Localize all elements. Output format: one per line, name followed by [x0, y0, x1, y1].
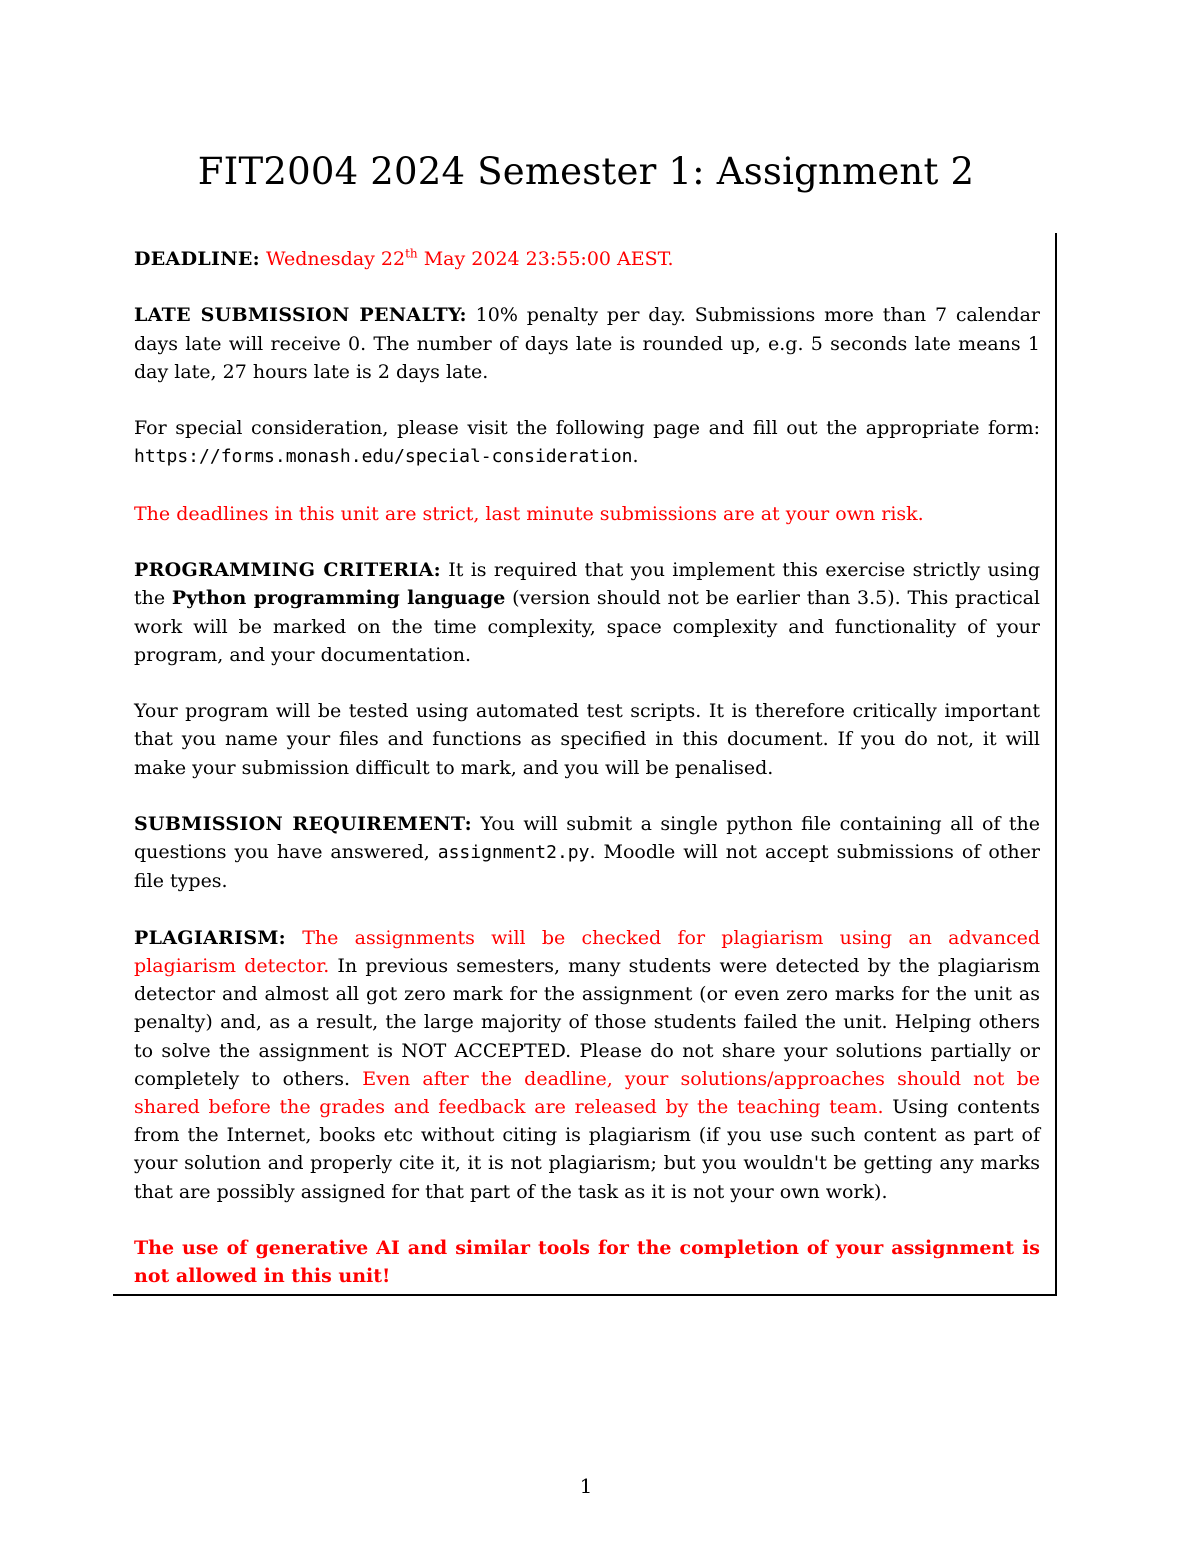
special-consideration-end: . [632, 445, 639, 468]
ai-notice: The use of generative AI and similar tools for the completion of your assignment is not allowed in this unit! [134, 1236, 1040, 1288]
plagiarism-warning: The assignments will be checked for plagiarism using an advanced plagiarism detector. [134, 926, 1040, 977]
submission-requirement-label: SUBMISSION REQUIREMENT: [134, 812, 472, 835]
submission-requirement-text-before: You will submit a single python file containing all of the questions you have answered, [134, 812, 1041, 864]
programming-criteria-text-after: (version should not be earlier than 3.5). This practical work will be marked on the time complexity, space complexity and functionality of your program, and your documentation. [134, 587, 1040, 666]
plagiarism-label: PLAGIARISM: [134, 926, 286, 949]
late-penalty-text: 10% penalty per day. Submissions more than 7 calendar days late will receive 0. The number of days late is rounded up, e.g. 5 seconds late means 1 day late, 27 hours late is 2 days late. [134, 304, 1040, 383]
plagiarism-text-2: Using contents from the Internet, books etc without citing is plagiarism (if you use such content as part of your solution and properly cite it, it is not plagiarism; but you wouldn't be getting any marks that are possibly assigned for that part of the task as it is not your own work). [134, 1095, 1041, 1203]
page-number: 1 [579, 1474, 593, 1498]
plagiarism-text-1: In previous semesters, many students were detected by the plagiarism detector and almost all got zero mark for the assignment (or even zero marks for the unit as penalty) and, as a result, the large majority of those students failed the unit. Helping others to solve the assignment is NOT ACCEPTED. Please do not share your solutions partially or completely to others. [134, 954, 1040, 1090]
submission-requirement-text-after: . Moodle will not accept submissions of other file types. [134, 841, 1040, 893]
programming-criteria-paragraph [134, 556, 1040, 669]
testing-notice-paragraph: Your program will be tested using automated test scripts. It is therefore critically important that you name your files and functions as specified in this document. If you do not, it will make your submission difficult to mark, and you will be penalised. [134, 700, 1040, 779]
programming-criteria-label: PROGRAMMING CRITERIA: [134, 559, 441, 582]
late-penalty-label: LATE SUBMISSION PENALTY: [134, 304, 467, 327]
notice-content [134, 245, 1040, 1290]
deadline-day-suffix: th [405, 246, 418, 261]
deadline-date-rest: May 2024 23:55:00 AEST. [417, 248, 674, 270]
deadline-label: DEADLINE: [134, 248, 260, 270]
programming-language: Python programming language [171, 587, 506, 610]
page-title: FIT2004 2024 Semester 1: Assignment 2 [197, 150, 975, 193]
special-consideration-text: For special consideration, please visit the following page and fill out the appropriate form: [134, 417, 1040, 440]
strict-deadline-notice: The deadlines in this unit are strict, last minute submissions are at your own risk. [134, 502, 924, 525]
deadline-paragraph [134, 245, 1040, 273]
plagiarism-sharing-warning: Even after the deadline, your solutions/approaches should not be shared before the grades and feedback are released by the teaching team. [134, 1067, 1040, 1118]
submission-filename: assignment2.py [437, 842, 590, 864]
programming-criteria-text-before: It is required that you implement this exercise strictly using the [134, 559, 1040, 610]
special-consideration-link[interactable]: https://forms.monash.edu/special-consideration [134, 446, 633, 468]
submission-requirement-paragraph [134, 810, 1040, 896]
plagiarism-paragraph [134, 924, 1040, 1206]
special-consideration-paragraph [134, 414, 1040, 471]
deadline-value [266, 248, 674, 270]
late-penalty-paragraph [134, 301, 1040, 386]
deadline-day: Wednesday 22 [266, 248, 406, 270]
